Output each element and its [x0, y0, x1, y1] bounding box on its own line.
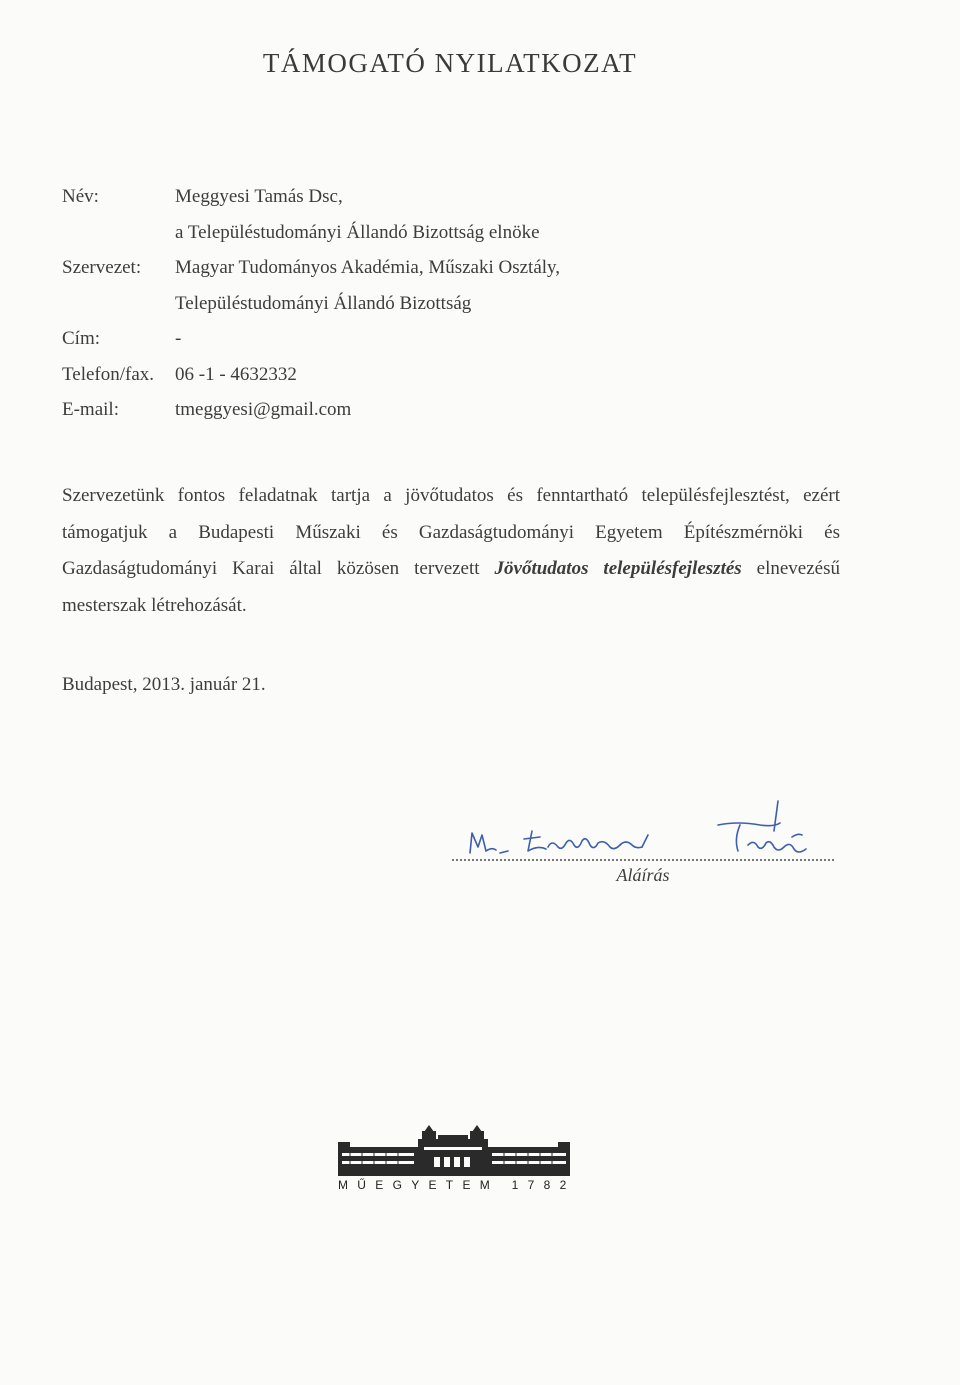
signature-dotted-line [452, 857, 834, 861]
info-value: Településtudományi Állandó Bizottság [175, 292, 472, 314]
info-value: - [175, 328, 182, 349]
info-value: 06 -1 - 4632332 [175, 363, 297, 385]
paragraph-text-before: Szervezetünk fontos feladatnak tartja a jövőtudatos és fenntartható településfejlesztést, ezért támogatjuk a Budapesti Műszaki és Gazdaságtudományi Egyetem Építészmérnöki és Gazdaságtudományi Karai által közösen tervezett [62, 485, 840, 579]
logo-caption: MŰEGYETEM 1782 [338, 1178, 576, 1192]
info-label: Szervezet: [62, 257, 142, 278]
university-logo [338, 1125, 576, 1195]
info-value: Meggyesi Tamás Dsc, [175, 186, 343, 207]
info-label: E-mail: [62, 399, 119, 420]
info-value: a Településtudományi Állandó Bizottság elnöke [175, 221, 540, 243]
place-date: Budapest, 2013. január 21. [62, 674, 266, 695]
info-label: Telefon/fax. [62, 363, 155, 385]
statement-paragraph [62, 478, 840, 624]
handwritten-signature [452, 795, 834, 861]
signature-label: Aláírás [616, 865, 670, 885]
paragraph-text-after: elnevezésű mesterszak létrehozását. [62, 558, 840, 616]
info-value: Magyar Tudományos Akadémia, Műszaki Osztály, [175, 257, 561, 278]
info-label: Cím: [62, 328, 101, 349]
building-logo-icon [338, 1125, 570, 1177]
signature-block [452, 795, 834, 895]
info-value: tmeggyesi@gmail.com [175, 399, 352, 420]
info-label: Név: [62, 186, 99, 207]
document-title: TÁMOGATÓ NYILATKOZAT [262, 48, 638, 78]
program-name: Jövőtudatos településfejlesztés [494, 558, 742, 579]
